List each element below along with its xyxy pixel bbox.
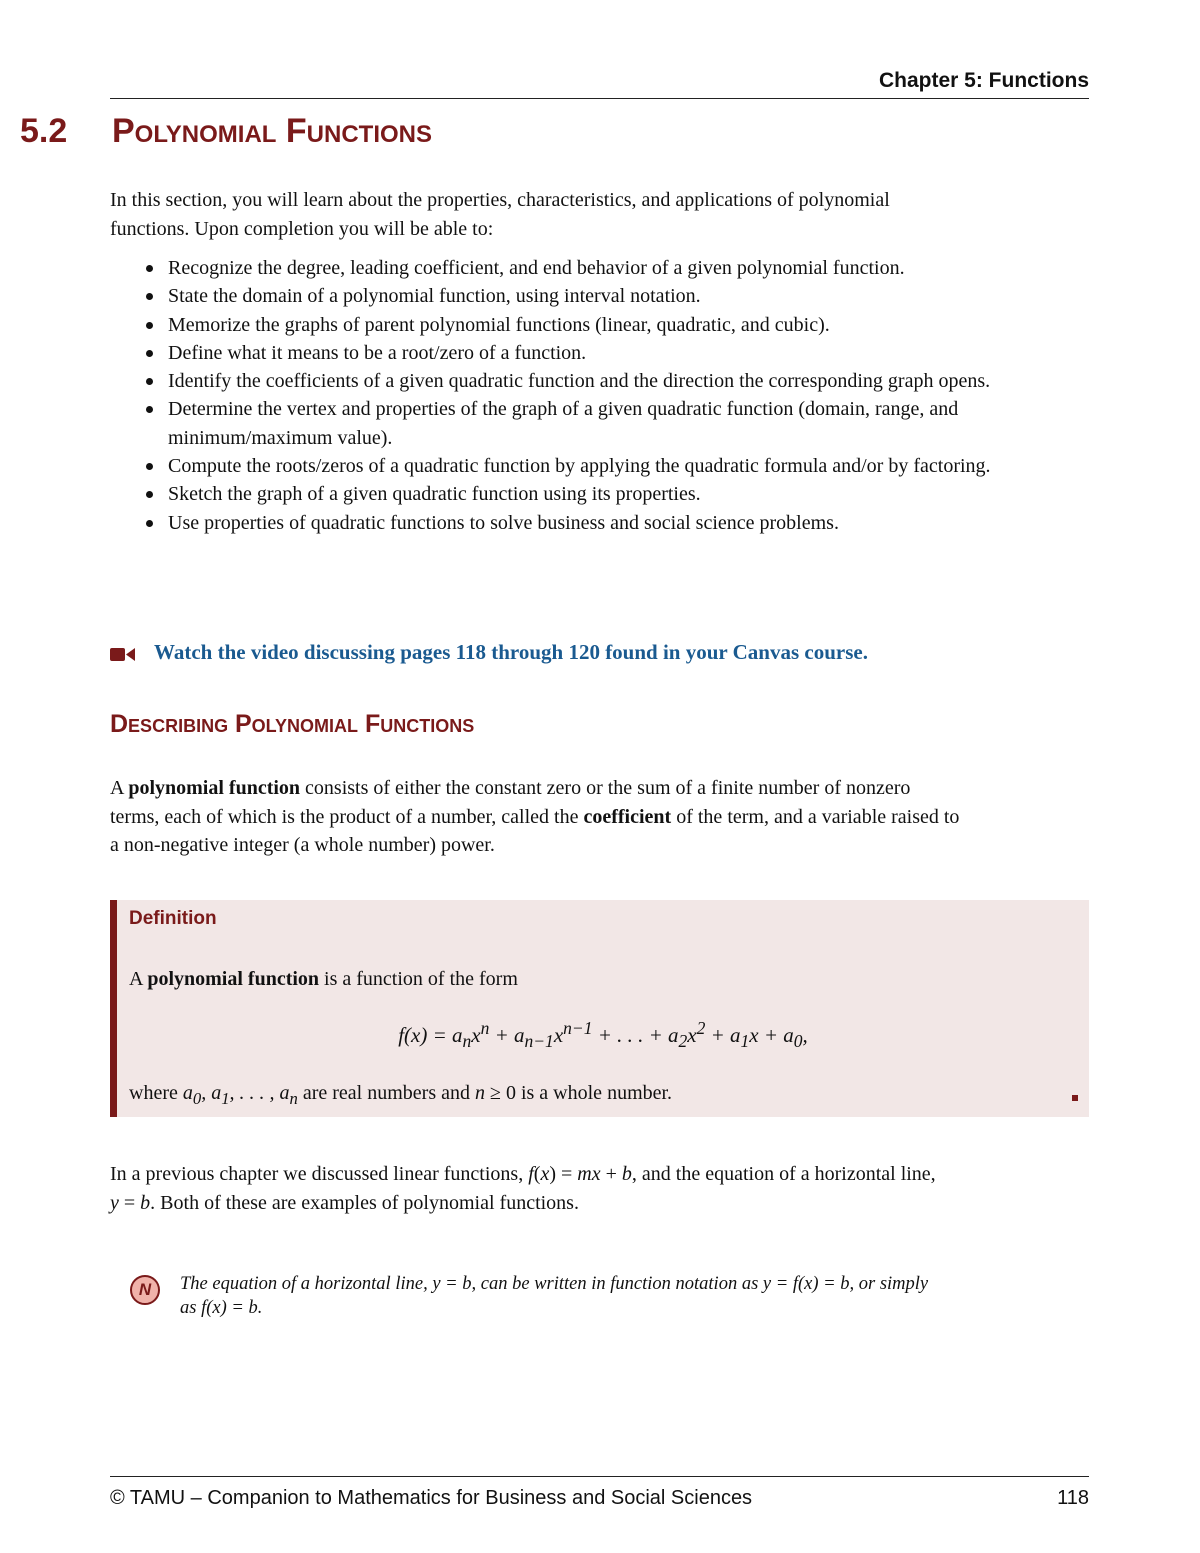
polynomial-formula: $f(x) = a_nx^n + a_{n-1}x^{n-1}$ + . . . + $a_2x^2 + a_1x + a_0$, — [398, 1018, 808, 1052]
note-icon: N — [130, 1275, 160, 1305]
math-inequality: n ≥ 0 — [474, 1082, 516, 1104]
text-fragment: where — [129, 1082, 178, 1104]
objective-item: Recognize the degree, leading coefficient, and end behavior of a given polynomial function. — [145, 254, 1090, 282]
text-fragment: are real numbers and — [302, 1082, 470, 1104]
text-fragment: is a whole number. — [520, 1082, 673, 1104]
end-of-definition-marker — [1072, 1095, 1078, 1101]
running-header — [110, 68, 1089, 99]
learning-objectives-list — [145, 254, 1090, 537]
intro-line: In this section, you will learn about the properties, characteristics, and applications of polynomial — [110, 189, 890, 211]
polynomial-paragraph — [110, 774, 1090, 860]
text-fragment: , and the equation of a horizontal line, — [631, 1163, 936, 1185]
term-polynomial-function: polynomial function — [147, 968, 320, 990]
subsection-title: Describing Polynomial Functions — [110, 710, 475, 738]
text-fragment: The equation of a horizontal line, — [180, 1274, 428, 1294]
objective-item: Define what it means to be a root/zero of a function. — [145, 339, 1090, 367]
objective-item: Sketch the graph of a given quadratic function using its properties. — [145, 480, 1090, 508]
term-polynomial-function: polynomial function — [128, 777, 301, 799]
math-coefficients: $a_0$, $a_1$, . . . , $a_n$ — [182, 1082, 298, 1108]
math-fragment: y = b — [432, 1274, 472, 1294]
chapter-title: Chapter 5: Functions — [878, 69, 1089, 92]
definition-heading: Definition — [129, 908, 217, 929]
text-fragment: . Both of these are examples of polynomial functions. — [150, 1191, 579, 1214]
text-fragment: , can be written in function notation as — [471, 1274, 759, 1294]
definition-statement — [129, 968, 518, 991]
definition-condition — [129, 1082, 672, 1109]
text-fragment: , or simply — [849, 1274, 929, 1294]
definition-box — [110, 900, 1089, 1117]
objective-item: Compute the roots/zeros of a quadratic function by applying the quadratic formula and/or by factoring. — [145, 452, 1090, 480]
text-fragment: terms, each of which is the product of a number, called the — [110, 805, 579, 828]
intro-paragraph — [110, 186, 1090, 243]
math-horizontal-line: y = b — [110, 1191, 151, 1214]
text-fragment: as — [180, 1298, 197, 1318]
text-fragment: of the term, and a variable raised to — [676, 805, 960, 828]
text-fragment: a non-negative integer (a whole number) power. — [110, 834, 495, 856]
text-fragment: is a function of the form — [324, 968, 518, 990]
objective-item: Use properties of quadratic functions to solve business and social science problems. — [145, 509, 1090, 537]
objective-item: Memorize the graphs of parent polynomial functions (linear, quadratic, and cubic). — [145, 311, 1090, 339]
math-fragment: f(x) = b. — [201, 1298, 263, 1318]
text-fragment: A — [110, 777, 124, 799]
objective-item: Identify the coefficients of a given quadratic function and the direction the corresponding graph opens. — [145, 367, 1090, 395]
section-number: 5.2 — [20, 112, 68, 150]
math-linear-function: f(x) = mx + b — [528, 1163, 632, 1185]
intro-line: functions. Upon completion you will be able to: — [110, 217, 494, 240]
linear-functions-paragraph — [110, 1160, 1090, 1217]
note-text — [180, 1272, 1050, 1320]
text-fragment: In a previous chapter we discussed linear functions, — [110, 1163, 524, 1185]
math-fragment: y = f(x) = b — [762, 1274, 850, 1294]
objective-item: State the domain of a polynomial function, using interval notation. — [145, 282, 1090, 310]
page-footer — [110, 1476, 1089, 1523]
term-coefficient: coefficient — [583, 805, 672, 828]
video-camera-icon — [110, 647, 136, 662]
objective-item: Determine the vertex and properties of the graph of a given quadratic function (domain, range, and minimum/maximum value). — [145, 395, 1090, 452]
text-fragment: A — [129, 968, 143, 990]
video-link-text[interactable]: Watch the video discussing pages 118 through 120 found in your Canvas course. — [154, 640, 868, 664]
footer-copyright: © TAMU – Companion to Mathematics for Business and Social Sciences — [110, 1487, 753, 1509]
page-number: 118 — [1057, 1487, 1089, 1509]
text-fragment: consists of either the constant zero or the sum of a finite number of nonzero — [305, 777, 911, 799]
section-title: Polynomial Functions — [112, 112, 433, 150]
